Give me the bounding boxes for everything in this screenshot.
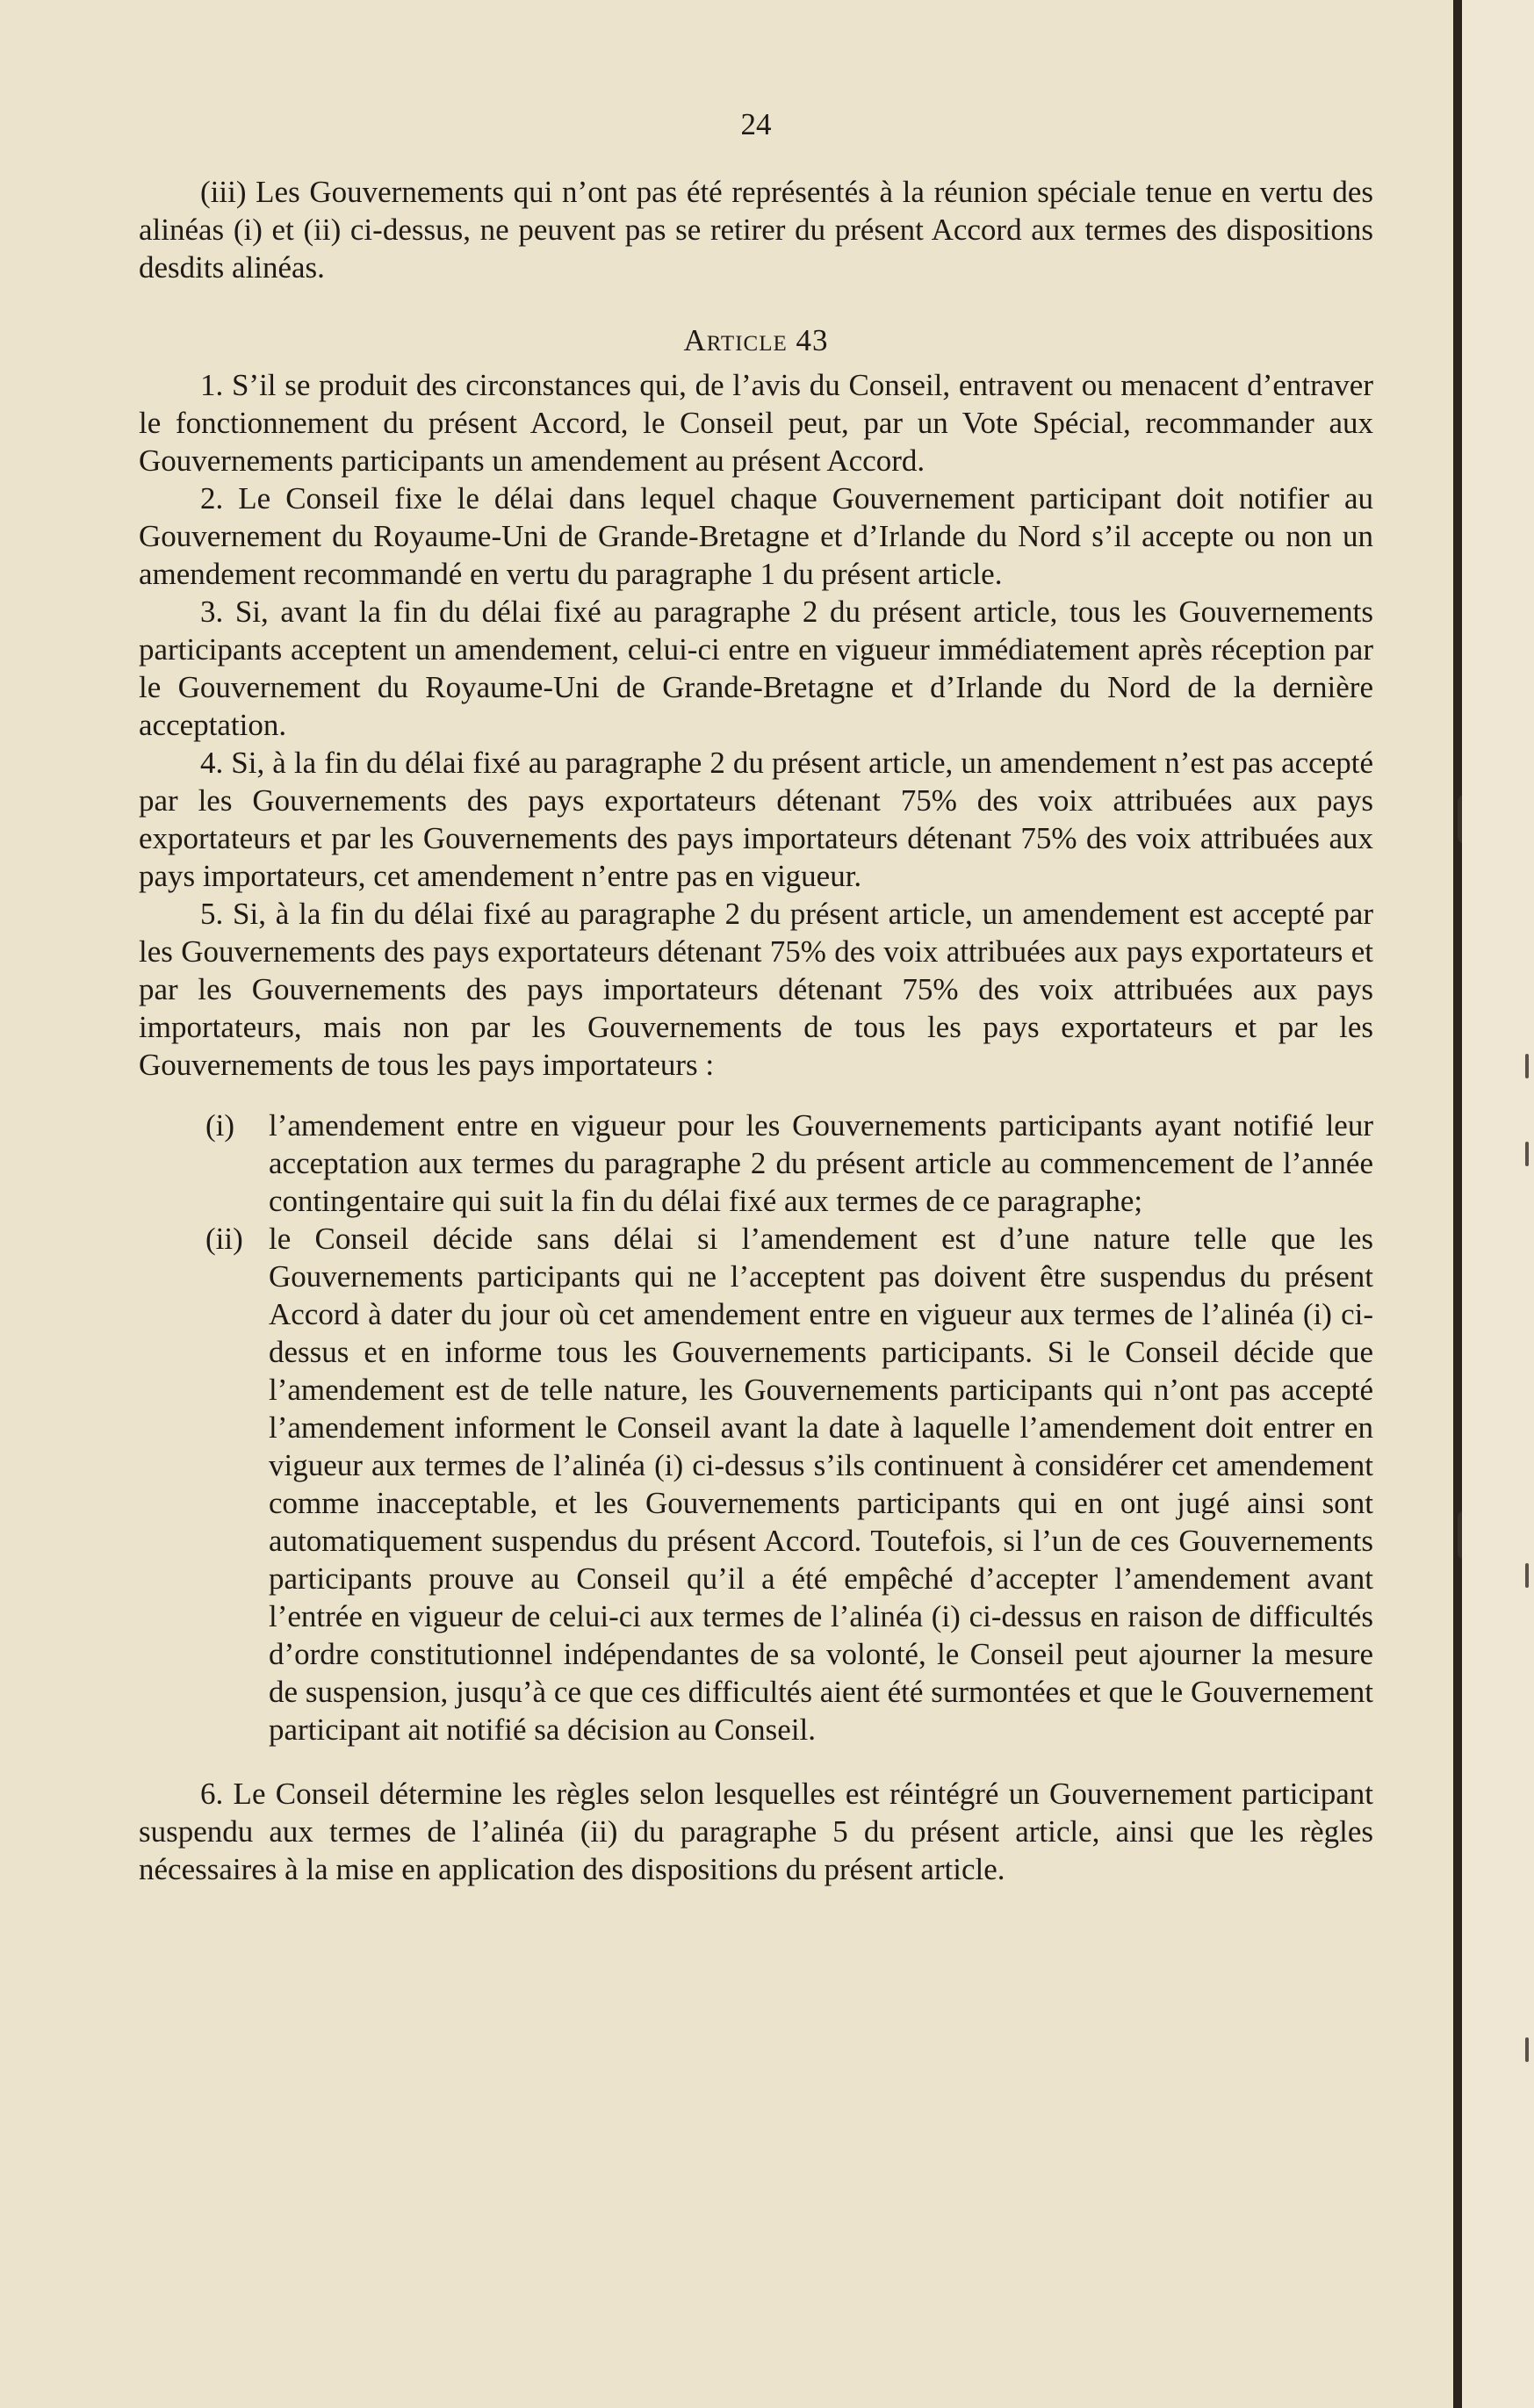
edge-glyph — [1525, 1142, 1529, 1166]
subitem-ii — [139, 1220, 1373, 1748]
edge-glyph — [1525, 1563, 1529, 1588]
edge-glyph — [1525, 1054, 1529, 1078]
page-text — [139, 105, 1373, 1888]
intro-paragraph: (iii) Les Gouvernements qui n’ont pas été représentés à la réunion spéciale tenue en vertu des alinéas (i) et (ii) ci-dessus, ne peuvent pas se retirer du présent Accord aux termes des dispositions desdits alinéas. — [139, 175, 1373, 285]
paragraph-5: 5. Si, à la fin du délai fixé au paragraphe 2 du présent article, un amendement est accepté par les Gouvernements des pays exportateurs détenant 75% des voix attribuées aux pays exportateurs et par les Gouvernements des pays importateurs détenant 75% des voix attribuées aux pays importateurs, mais non par les Gouvernements de tous les pays exportateurs et par les Gouvernements de tous les pays importateurs : — [139, 897, 1373, 1082]
edge-glyph — [1525, 2037, 1529, 2062]
subitem-label: (ii) — [205, 1222, 243, 1256]
page-number: 24 — [740, 107, 772, 141]
paragraph-1: 1. S’il se produit des circonstances qui, de l’avis du Conseil, entravent ou menacent d’entraver le fonctionnement du présent Accord, le Conseil peut, par un Vote Spécial, recommander aux Gouvernements participants un amendement au présent Accord. — [139, 368, 1373, 478]
paragraph-6: 6. Le Conseil détermine les règles selon lesquelles est réintégré un Gouvernement participant suspendu aux termes de l’alinéa (ii) du paragraphe 5 du présent article, ainsi que les règles nécessaires à la mise en application des dispositions du présent article. — [139, 1777, 1373, 1886]
paragraph-3: 3. Si, avant la fin du délai fixé au paragraphe 2 du présent article, tous les Gouvernements participants acceptent un amendement, celui-ci entre en vigueur immédiatement après réception par le Gouvernement du Royaume-Uni de Grande-Bretagne et d’Irlande du Nord de la dernière acceptation. — [139, 595, 1373, 742]
paragraph-2: 2. Le Conseil fixe le délai dans lequel chaque Gouvernement participant doit notifier au Gouvernement du Royaume-Uni de Grande-Bretagne et d’Irlande du Nord s’il accepte ou non un amendement recommandé en vertu du paragraphe 1 du présent article. — [139, 481, 1373, 591]
subitem-label: (i) — [205, 1108, 235, 1143]
subitem-i — [139, 1107, 1373, 1220]
facing-page-edge — [1462, 0, 1534, 2408]
subitem-text: le Conseil décide sans délai si l’amendement est d’une nature telle que les Gouvernements participants qui ne l’acceptent pas doivent être suspendus du présent Accord à dater du jour où cet amendement entre en vigueur aux termes de l’alinéa (i) ci-dessus et en informe tous les Gouvernements participants. Si le Conseil décide que l’amendement est de telle nature, les Gouvernements participants qui n’ont pas accepté l’amendement informent le Conseil avant la date à laquelle l’amendement doit entrer en vigueur aux termes de l’alinéa (i) ci-dessus s’ils continuent à considérer cet amendement comme inacceptable, et les Gouvernements participants qui en ont jugé ainsi sont automatiquement suspendus du présent Accord. Toutefois, si l’un de ces Gouvernements participants prouve au Conseil qu’il a été empêché d’accepter l’amendement avant l’entrée en vigueur de celui-ci aux termes de l’alinéa (i) ci-dessus en raison de difficultés d’ordre constitutionnel indépendantes de sa volonté, le Conseil peut ajourner la mesure de suspension, jusqu’à ce que ces difficultés aient été surmontées et que le Gouvernement participant ait notifié sa décision au Conseil. — [269, 1222, 1373, 1747]
subitem-text: l’amendement entre en vigueur pour les Gouvernements participants ayant notifié leur acceptation aux termes du paragraphe 2 du présent article au commencement de l’année contingentaire qui suit la fin du délai fixé aux termes de ce paragraphe; — [269, 1108, 1373, 1218]
book-gutter — [1453, 0, 1462, 2408]
article-heading: Article 43 — [683, 323, 829, 357]
paragraph-4: 4. Si, à la fin du délai fixé au paragraphe 2 du présent article, un amendement n’est pas accepté par les Gouvernements des pays exportateurs détenant 75% des voix attribuées aux pays exportateurs et par les Gouvernements des pays importateurs détenant 75% des voix attribuées aux pays importateurs, cet amendement n’entre pas en vigueur. — [139, 746, 1373, 893]
